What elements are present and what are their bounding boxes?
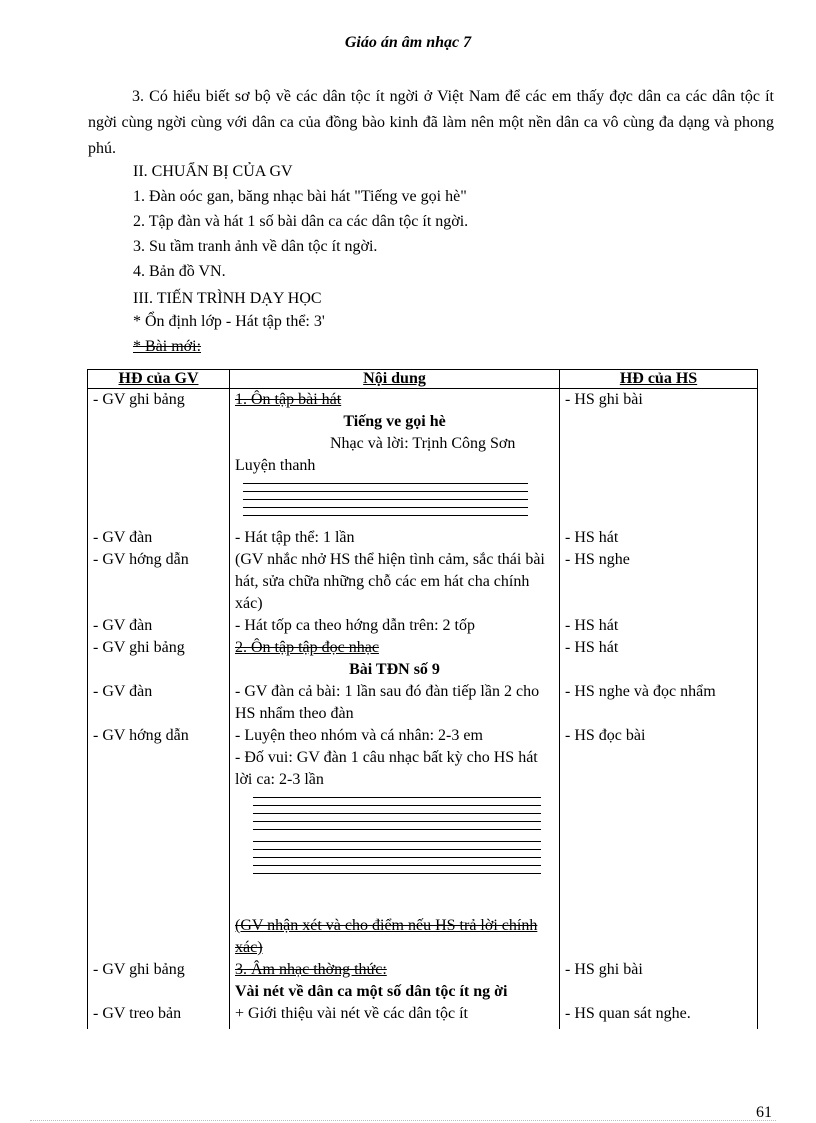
tdn-title: Bài TĐN số 9 [349, 661, 440, 678]
section-3-title: III. TIẾN TRÌNH DẠY HỌC [133, 290, 322, 307]
table-row [88, 959, 758, 1003]
gv-cell: - GV hớng dẫn [88, 549, 230, 615]
hs-cell: - HS nghe và đọc nhẩm [560, 681, 758, 725]
music-staff [243, 483, 528, 523]
music-staff [253, 841, 541, 881]
gv-cell: - GV đàn [88, 615, 230, 637]
nd-cell: - Hát tốp ca theo hớng dẫn trên: 2 tốp [230, 615, 560, 637]
nd-cell: (GV nhắc nhở HS thể hiện tình cảm, sắc thái bài hát, sửa chữa những chỗ các em hát cha chính xác) [230, 549, 560, 615]
do-vui: - Đố vui: GV đàn 1 câu nhạc bất kỳ cho HS hát lời ca: 2-3 lần [235, 749, 538, 788]
table-row [88, 681, 758, 725]
hs-cell: - HS hát [560, 637, 758, 681]
nhan-xet: (GV nhận xét và cho điểm nếu HS trả lời chính xác) [235, 917, 538, 956]
nd-cell [230, 725, 560, 959]
gv-cell: - GV ghi bảng [88, 637, 230, 681]
gv-cell: - GV ghi bảng [88, 959, 230, 1003]
hs-cell: - HS đọc bài [560, 725, 758, 959]
table-row [88, 389, 758, 528]
hs-cell: - HS hát [560, 615, 758, 637]
luyen-nhom: - Luyện theo nhóm và cá nhân: 2-3 em [235, 727, 483, 744]
header-gv: HĐ của GV [88, 370, 230, 389]
gv-cell: - GV hớng dẫn [88, 725, 230, 959]
hs-cell: - HS ghi bài [560, 959, 758, 1003]
song-title: Tiếng ve gọi hè [343, 413, 446, 430]
prep-item-3: 3. Su tầm tranh ảnh về dân tộc ít ngời. [133, 238, 378, 255]
footer-divider [30, 1120, 776, 1121]
gv-cell: - GV ghi bảng [88, 389, 230, 528]
table-header-row [88, 370, 758, 389]
table-row [88, 1003, 758, 1029]
table-row [88, 527, 758, 549]
intro-paragraph: 3. Có hiểu biết sơ bộ về các dân tộc ít ngời ở Việt Nam để các em thấy đợc dân ca các dân tộc ít ngời cùng ngời cùng với dân ca của đồng bào kinh đã làm nên một nền dân ca vô cùng đa dạng và phong phú. [88, 88, 774, 157]
amnhac-heading: 3. Âm nhạc thờng thức: [235, 961, 387, 978]
nd-cell [230, 959, 560, 1003]
nd-cell: - Hát tập thể: 1 lần [230, 527, 560, 549]
music-staff [253, 797, 541, 837]
hs-cell: - HS hát [560, 527, 758, 549]
table-row [88, 615, 758, 637]
page-number: 61 [756, 1104, 772, 1121]
section-2-title: II. CHUẨN BỊ CỦA GV [133, 163, 293, 180]
hs-cell: - HS quan sát nghe. [560, 1003, 758, 1029]
header-noi-dung: Nội dung [230, 370, 560, 389]
on-dinh-lop: * Ổn định lớp - Hát tập thể: 3' [133, 313, 325, 330]
amnhac-title: Vài nét về dân ca một số dân tộc ít ng ời [235, 983, 508, 1000]
hs-cell: - HS ghi bài [560, 389, 758, 528]
bai-moi: * Bài mới: [133, 338, 202, 355]
song-author: Nhạc và lời: Trịnh Công Sơn [330, 435, 516, 452]
prep-item-2: 2. Tập đàn và hát 1 số bài dân ca các dân tộc ít ngời. [133, 213, 469, 230]
tdn-heading: 2. Ôn tập tập đọc nhạc [235, 639, 379, 656]
prep-item-4: 4. Bản đồ VN. [133, 263, 226, 280]
luyen-thanh: Luyện thanh [235, 457, 316, 474]
gv-cell: - GV đàn [88, 527, 230, 549]
prep-item-1: 1. Đàn oóc gan, băng nhạc bài hát "Tiếng ve gọi hè" [133, 188, 467, 205]
nd-cell [230, 389, 560, 528]
hs-cell: - HS nghe [560, 549, 758, 615]
nd-cell: + Giới thiệu vài nét về các dân tộc ít [230, 1003, 560, 1029]
nd-cell [230, 637, 560, 681]
header-hs: HĐ của HS [560, 370, 758, 389]
page-header: Giáo án âm nhạc 7 [344, 34, 472, 51]
gv-cell: - GV treo bản [88, 1003, 230, 1029]
table-row [88, 725, 758, 959]
gv-cell: - GV đàn [88, 681, 230, 725]
ontap-heading: 1. Ôn tập bài hát [235, 391, 342, 408]
nd-cell: - GV đàn cả bài: 1 lần sau đó đàn tiếp lần 2 cho HS nhẩm theo đàn [230, 681, 560, 725]
lesson-table [87, 369, 758, 1029]
table-row [88, 637, 758, 681]
table-row [88, 549, 758, 615]
